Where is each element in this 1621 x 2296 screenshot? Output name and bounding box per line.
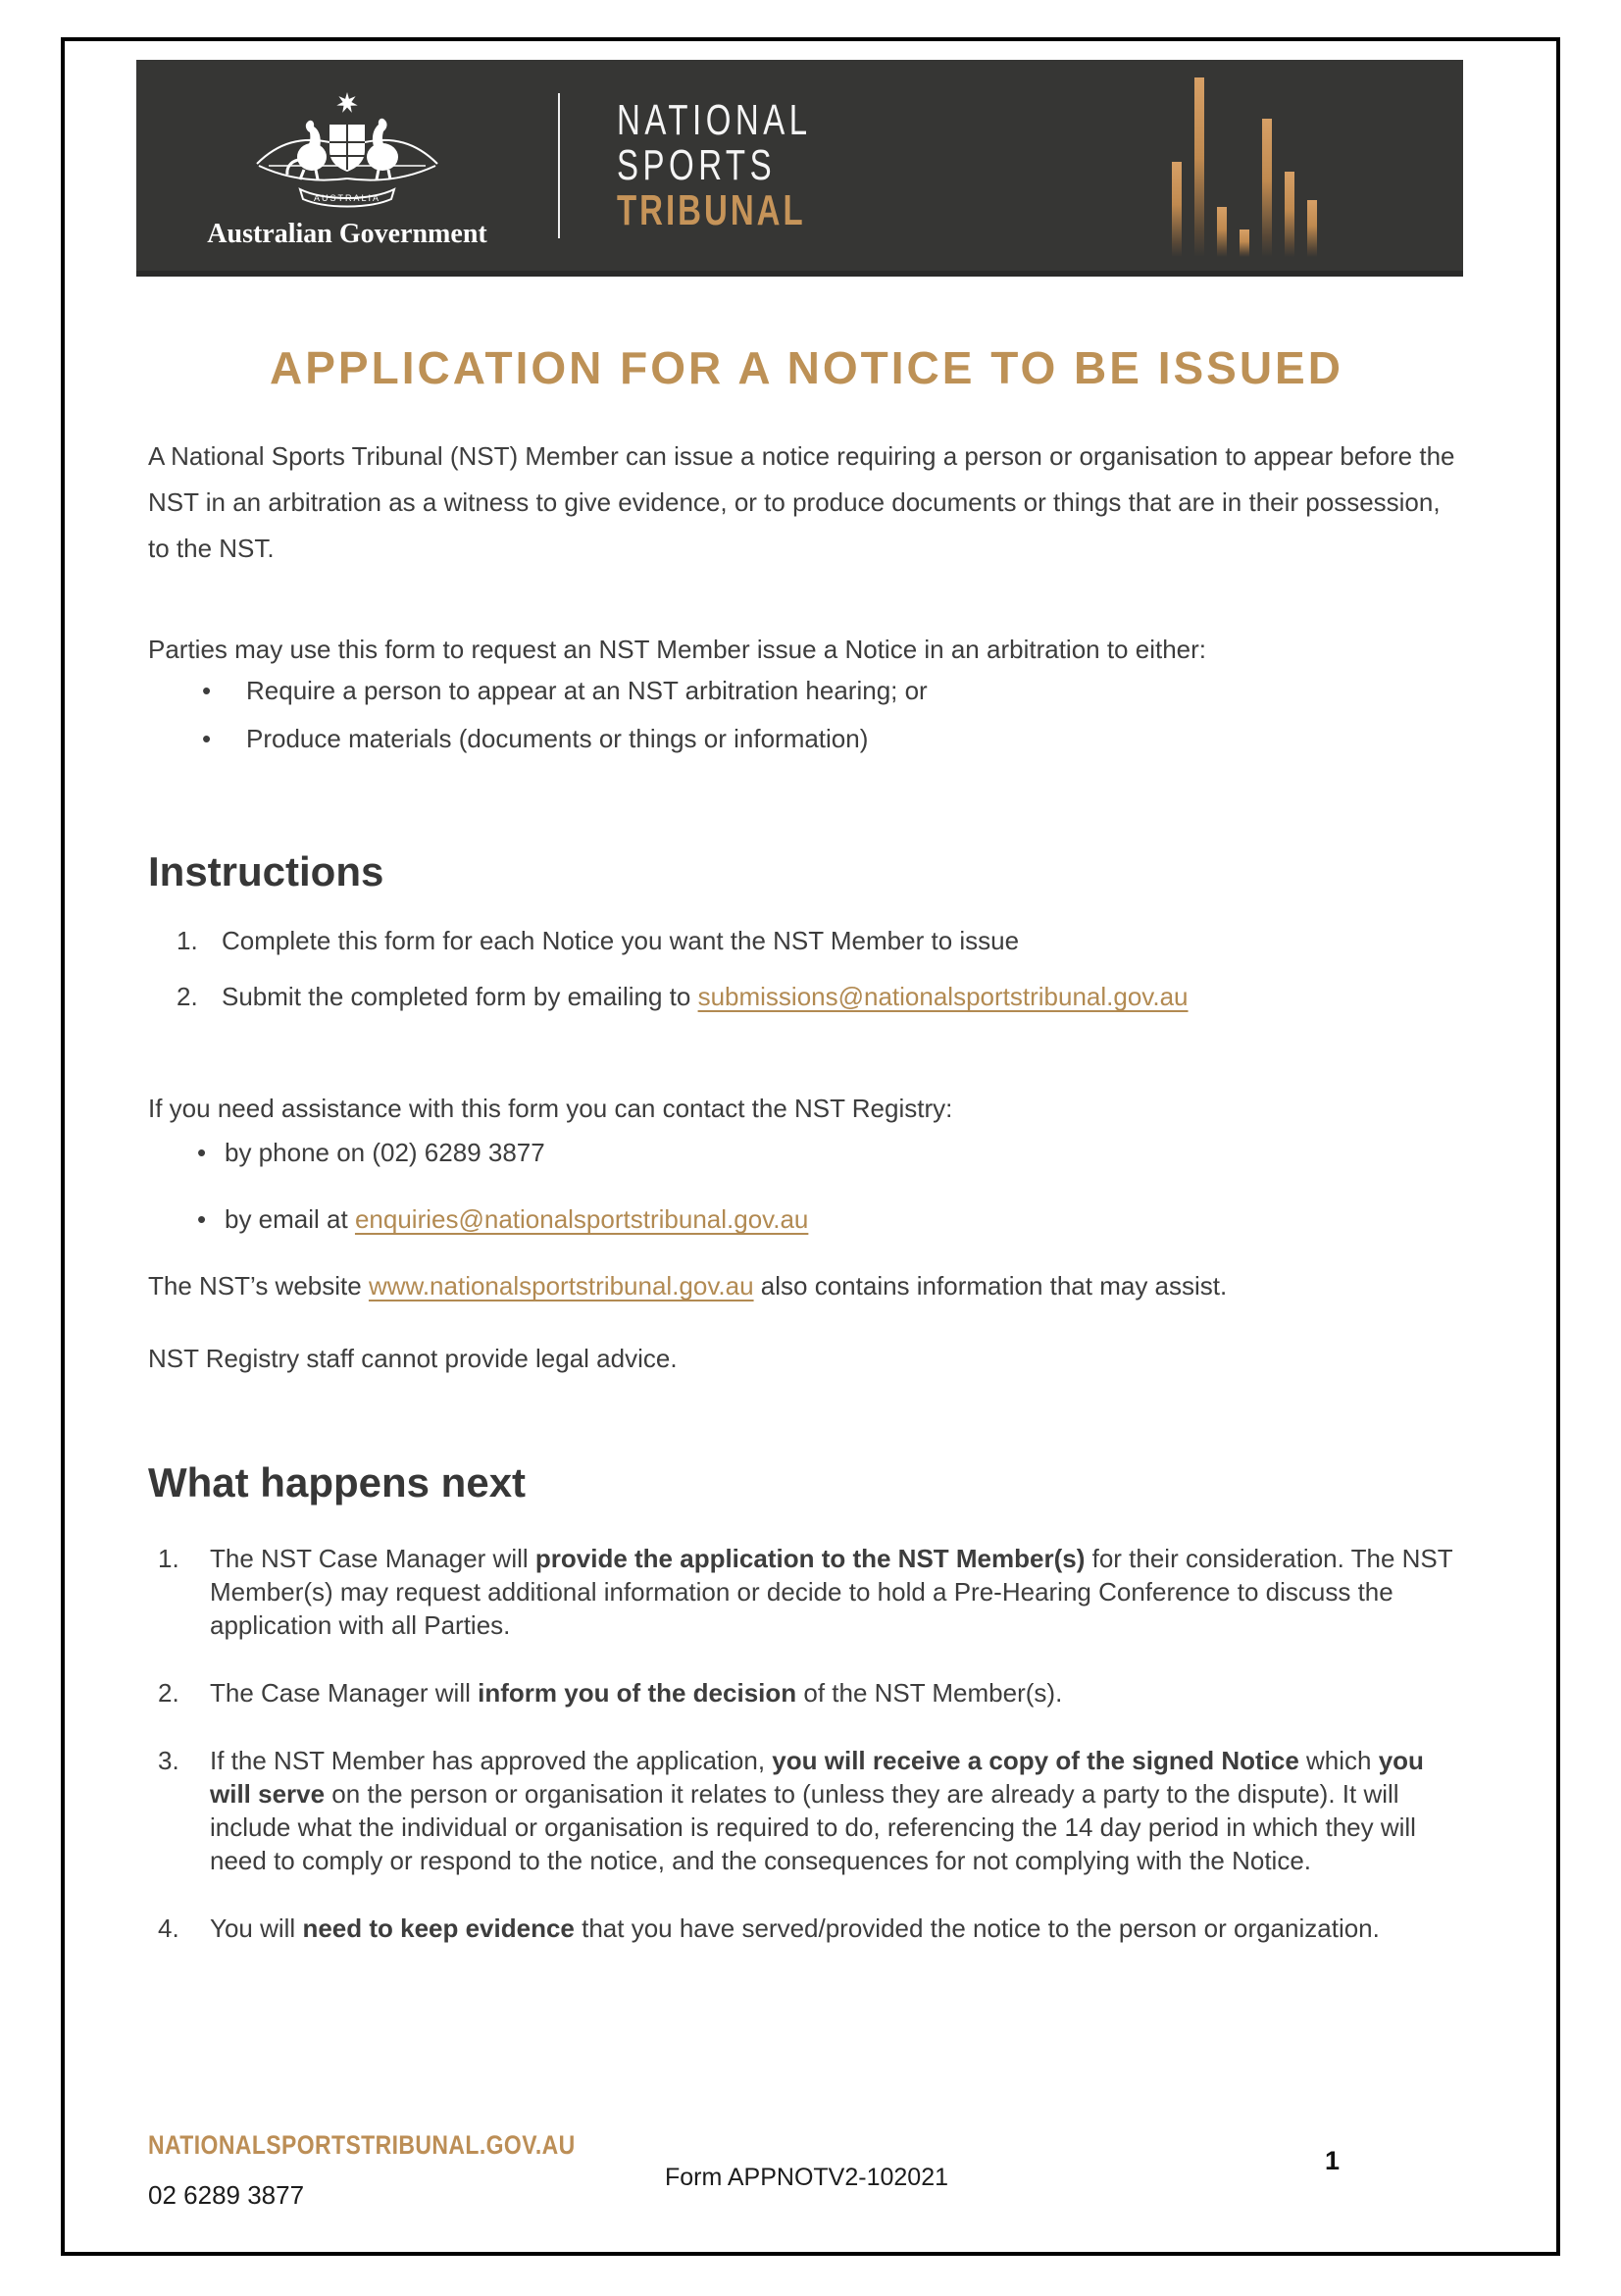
decorative-bars (1172, 77, 1317, 257)
text-segment: The NST’s website (148, 1271, 369, 1301)
text-segment: The Case Manager will (210, 1678, 479, 1708)
instructions-heading: Instructions (148, 848, 384, 894)
list-item: • Produce materials (documents or things or information) (202, 725, 1465, 753)
shield-icon (329, 125, 365, 172)
decorative-bar (1217, 207, 1227, 257)
document-page (61, 37, 1560, 2256)
what-happens-next-list (148, 1542, 1465, 1945)
text-segment: you will serve (210, 1746, 1424, 1809)
emu-icon (367, 118, 398, 179)
text-segment: You will (210, 1913, 303, 1943)
text-segment: inform you of the decision (478, 1678, 797, 1708)
list-item (197, 1205, 1465, 1234)
text-segment: Complete this form for each Notice you want the NST Member to issue (222, 926, 1020, 955)
page-number: 1 (1324, 2146, 1340, 2175)
text-segment: need to keep evidence (302, 1913, 575, 1943)
header-banner (136, 60, 1463, 277)
text-segment: also contains information that may assist. (753, 1271, 1228, 1301)
purpose-bullet-list (148, 677, 1465, 753)
list-item (158, 1912, 1465, 1945)
text-segment: If the NST Member has approved the application, (210, 1746, 773, 1775)
nst-website-link[interactable]: www.nationalsportstribunal.gov.au (368, 1271, 754, 1301)
list-item (177, 982, 1465, 1011)
nst-wordmark (617, 95, 812, 234)
footer-form-code: Form APPNOTV2-102021 (664, 2164, 948, 2191)
text-segment: you will receive a copy of the signed Notice (772, 1746, 1299, 1775)
decorative-bar (1194, 77, 1204, 257)
wordmark-line-national: NATIONAL (617, 95, 812, 144)
text-segment: of the NST Member(s). (796, 1678, 1063, 1708)
ribbon-label: AUSTRALIA (313, 192, 381, 203)
kangaroo-icon (287, 120, 327, 179)
coat-of-arms-icon (239, 87, 455, 217)
website-paragraph (148, 1272, 1465, 1301)
footer-phone: 02 6289 3877 (148, 2180, 305, 2210)
wordmark-line-tribunal: TRIBUNAL (617, 185, 806, 234)
seven-point-star-icon (336, 92, 357, 113)
australian-government-logo (136, 81, 558, 250)
intro-paragraph: A National Sports Tribunal (NST) Member can issue a notice requiring a person or organisation to appear before the NST in an arbitration as a witness to give evidence, or to produce documents or things that are in their possession, to the NST. (148, 441, 1455, 563)
list-item (177, 926, 1465, 955)
decorative-bar (1240, 230, 1249, 257)
text-segment: The NST Case Manager will (210, 1544, 535, 1573)
decorative-bar (1307, 200, 1317, 257)
text-segment: that you have served/provided the notice to the person or organization. (574, 1913, 1380, 1943)
what-happens-next-heading: What happens next (148, 1459, 527, 1505)
text-segment: which (1298, 1746, 1379, 1775)
text-segment: by email at (225, 1204, 355, 1234)
assistance-intro: If you need assistance with this form you can contact the NST Registry: (148, 1094, 953, 1123)
australia-ribbon (300, 189, 394, 207)
text-segment: Submit the completed form by emailing to (222, 982, 698, 1011)
decorative-bar (1172, 162, 1182, 257)
list-item (158, 1542, 1465, 1642)
footer-website: NATIONALSPORTSTRIBUNAL.GOV.AU (148, 2130, 576, 2160)
text-segment: provide the application to the NST Member(s) (534, 1544, 1086, 1573)
page-footer (148, 2128, 1465, 2236)
list-item (158, 1676, 1465, 1709)
wordmark-line-sports: SPORTS (617, 140, 777, 189)
assistance-bullet-list (148, 1139, 1465, 1234)
decorative-bar (1262, 119, 1272, 257)
legal-note: NST Registry staff cannot provide legal advice. (148, 1344, 678, 1373)
list-item (197, 1139, 1465, 1167)
purpose-paragraph: Parties may use this form to request an NST Member issue a Notice in an arbitration to either: (148, 635, 1206, 664)
list-item: • Require a person to appear at an NST arbitration hearing; or (202, 677, 1465, 705)
decorative-bar (1285, 172, 1294, 257)
australian-government-label: Australian Government (207, 218, 487, 249)
document-content (65, 341, 1556, 1945)
text-segment: on the person or organisation it relates to (unless they are already a party to the dispute). It will include what the individual or organisation is required to do, referencing the 14 day period in which they will need to comply or respond to the notice, and the consequences for not complying with the Notice. (210, 1779, 1416, 1875)
text-segment: for their consideration. The NST Member(s) may request additional information or decide to hold a Pre-Hearing Conference to discuss the application with all Parties. (210, 1544, 1453, 1640)
list-item (158, 1744, 1465, 1877)
page-title: APPLICATION FOR A NOTICE TO BE ISSUED (270, 342, 1343, 393)
submissions-email-link[interactable]: submissions@nationalsportstribunal.gov.au (697, 982, 1189, 1011)
text-segment: by phone on (02) 6289 3877 (225, 1138, 545, 1167)
instructions-list (148, 926, 1465, 1011)
enquiries-email-link[interactable]: enquiries@nationalsportstribunal.gov.au (354, 1204, 809, 1234)
logo-divider (558, 93, 560, 238)
